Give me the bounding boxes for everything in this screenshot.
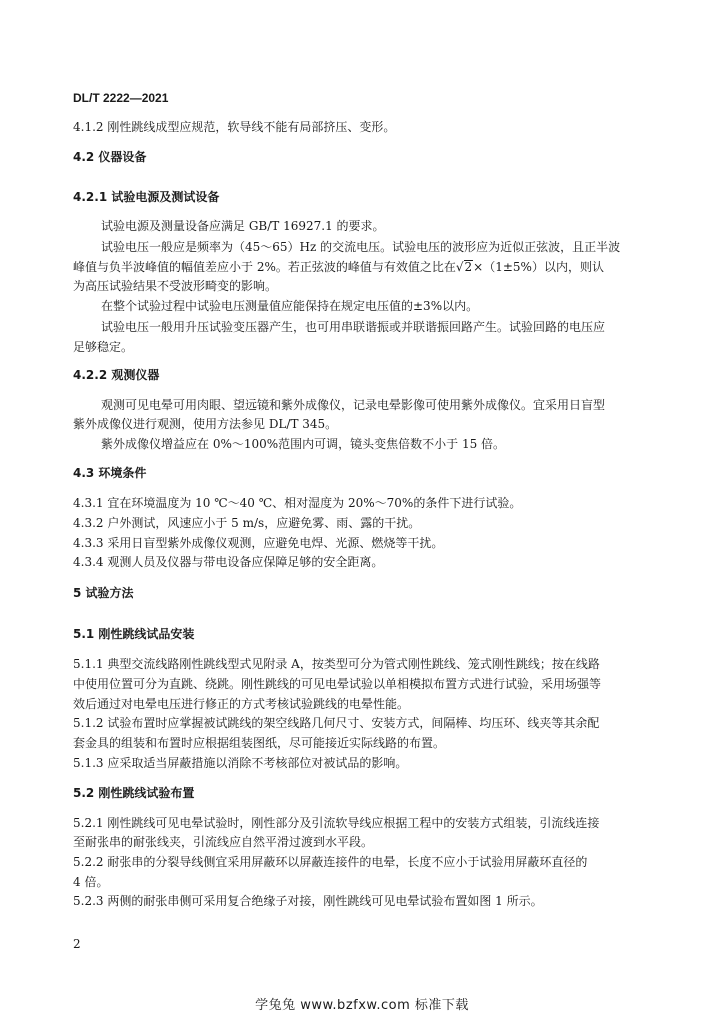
clause-5-1-2-line1: 5.1.2 试验布置时应掌握被试跳线的架空线路几何尺寸、安装方式，间隔棒、均压环、线夹等其余配 <box>73 716 600 730</box>
clause-5-2-2-line1: 5.2.2 耐张串的分裂导线侧宜采用屏蔽环以屏蔽连接件的电晕，长度不应小于试验用屏蔽环直径的 <box>73 855 588 869</box>
clause-5-2-1-line2: 至耐张串的耐张线夹，引流线应自然平滑过渡到水平段。 <box>73 835 374 849</box>
paragraph-4-2-1-d-line1: 试验电压一般用升压试验变压器产生，也可用串联谐振或并联谐振回路产生。试验回路的电压应 <box>101 320 606 334</box>
clause-4-3-4: 4.3.4 观测人员及仪器与带电设备应保障足够的安全距离。 <box>73 555 384 569</box>
clause-5-2-3: 5.2.3 两侧的耐张串侧可采用复合绝缘子对接，刚性跳线可见电晕试验布置如图 1 所示。 <box>73 894 543 908</box>
heading-4-3: 4.3 环境条件 <box>73 466 147 480</box>
clause-5-2-2-line2: 4 倍。 <box>73 875 109 889</box>
paragraph-4-2-2-a-line1: 观测可见电晕可用肉眼、望远镜和紫外成像仪，记录电晕影像可使用紫外成像仪。宜采用日盲型 <box>101 398 606 412</box>
paragraph-4-2-1-d-line2: 足够稳定。 <box>73 340 134 354</box>
clause-4-3-2: 4.3.2 户外测试，风速应小于 5 m/s，应避免雾、雨、露的干扰。 <box>73 516 421 530</box>
clause-5-1-1-line2: 中使用位置可分为直跳、绕跳。刚性跳线的可见电晕试验以单相模拟布置方式进行试验，采用场强等 <box>73 677 602 691</box>
clause-5-1-2-line2: 套金具的组装和布置时应根据组装图纸，尽可能接近实际线路的布置。 <box>73 736 446 750</box>
standard-code-header: DL/T 2222—2021 <box>73 91 169 105</box>
heading-5-1: 5.1 刚性跳线试品安装 <box>73 627 195 641</box>
paragraph-4-2-1-b-line2: 峰值与负半波峰值的幅值差应小于 2%。若正弦波的峰值与有效值之比在√2×（1±5%）以内，则认 <box>73 260 604 274</box>
clause-4-3-3: 4.3.3 采用日盲型紫外成像仪观测，应避免电焊、光源、燃烧等干扰。 <box>73 536 444 550</box>
clause-5-1-1-line3: 效后通过对电晕电压进行修正的方式考核试验跳线的电晕性能。 <box>73 697 410 711</box>
clause-4-1-2: 4.1.2 刚性跳线成型应规范，软导线不能有局部挤压、变形。 <box>73 120 396 134</box>
paragraph-4-2-1-b-line3: 为高压试验结果不受波形畸变的影响。 <box>73 279 278 293</box>
paragraph-4-2-1-a: 试验电源及测量设备应满足 GB/T 16927.1 的要求。 <box>101 219 385 233</box>
heading-4-2-1: 4.2.1 试验电源及测试设备 <box>73 190 220 204</box>
clause-4-3-1: 4.3.1 宜在环境温度为 10 ℃～40 ℃、相对湿度为 20%～70%的条件下进行试验。 <box>73 496 522 510</box>
page-number: 2 <box>73 937 81 951</box>
paragraph-4-2-1-b-line1: 试验电压一般应是频率为（45～65）Hz 的交流电压。试验电压的波形应为近似正弦波，且正半波 <box>101 240 621 254</box>
heading-5: 5 试验方法 <box>73 586 134 600</box>
site-watermark-footer: 学兔兔 www.bzfxw.com 标准下载 <box>255 998 469 1013</box>
heading-4-2: 4.2 仪器设备 <box>73 150 147 164</box>
heading-4-2-2: 4.2.2 观测仪器 <box>73 368 160 382</box>
heading-5-2: 5.2 刚性跳线试验布置 <box>73 786 195 800</box>
paragraph-4-2-2-a-line2: 紫外成像仪进行观测，使用方法参见 DL/T 345。 <box>73 417 338 431</box>
clause-5-1-1-line1: 5.1.1 典型交流线路刚性跳线型式见附录 A，按类型可分为管式刚性跳线、笼式刚性跳线；按在线路 <box>73 657 600 671</box>
paragraph-4-2-2-b: 紫外成像仪增益应在 0%～100%范围内可调，镜头变焦倍数不小于 15 倍。 <box>101 437 506 451</box>
paragraph-4-2-1-c: 在整个试验过程中试验电压测量值应能保持在规定电压值的±3%以内。 <box>101 299 479 313</box>
sqrt-radicand: 2 <box>464 260 473 274</box>
clause-5-2-1-line1: 5.2.1 刚性跳线可见电晕试验时，刚性部分及引流软导线应根据工程中的安装方式组装，引流线连接 <box>73 816 600 830</box>
clause-5-1-3: 5.1.3 应采取适当屏蔽措施以消除不考核部位对被试品的影响。 <box>73 756 408 770</box>
